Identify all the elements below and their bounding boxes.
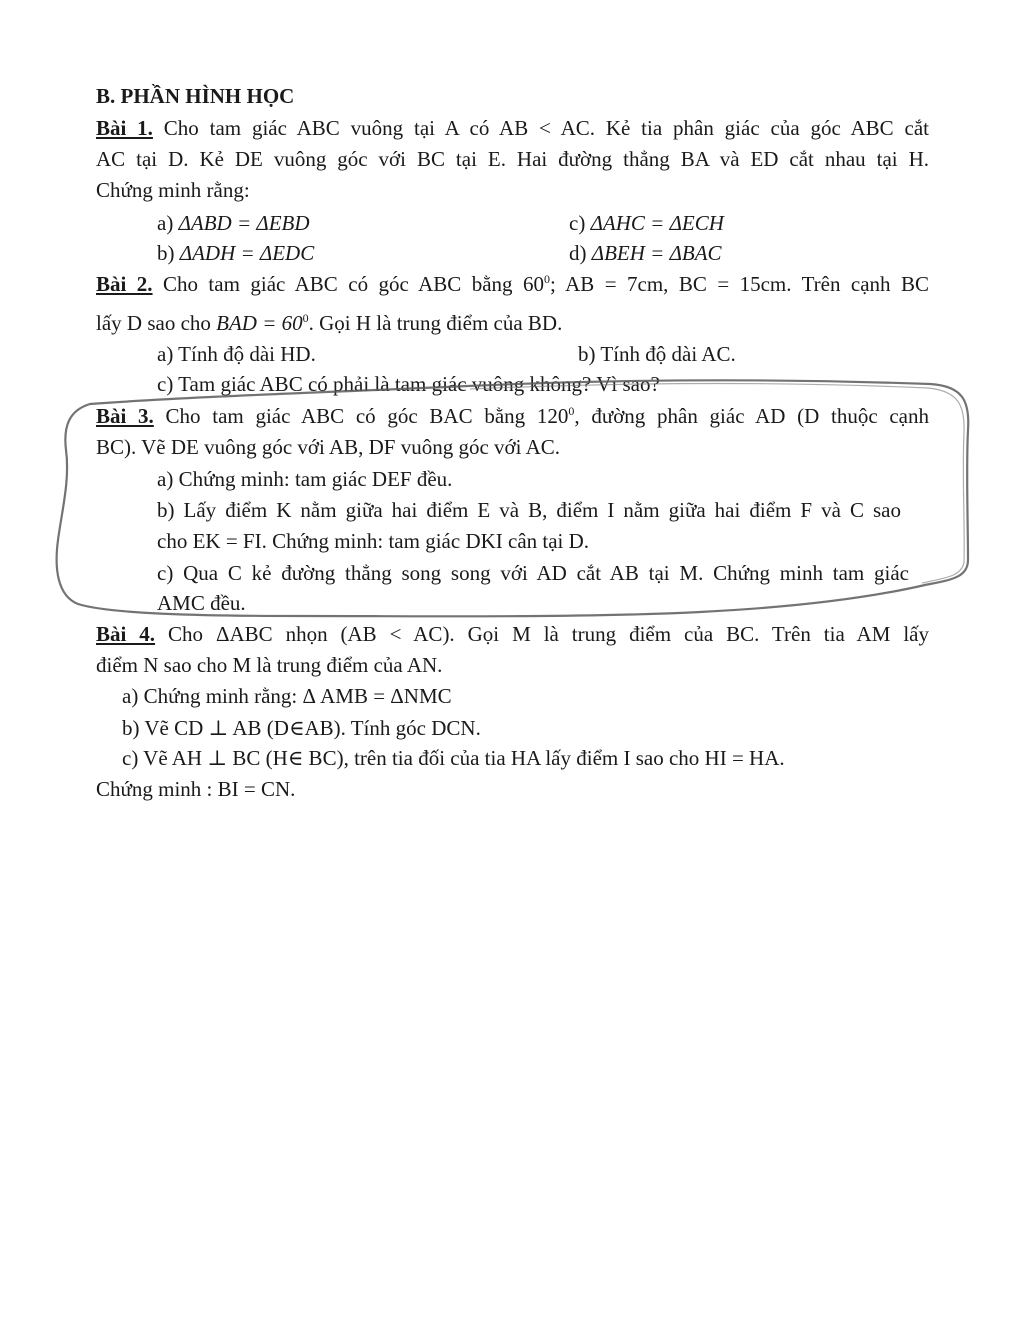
math-expression: ΔAHC = ΔECH <box>590 211 724 235</box>
math-expression: ΔBEH = ΔBAC <box>591 241 722 265</box>
exercise-1-part-c: c) ΔAHC = ΔECH <box>569 211 724 235</box>
exercise-1-label: Bài 1. <box>96 116 153 140</box>
exercise-4-line-2: điểm N sao cho M là trung điểm của AN. <box>96 653 443 677</box>
exercise-3-part-b-line-2: cho EK = FI. Chứng minh: tam giác DKI cân tại D. <box>157 529 590 553</box>
exercise-3-part-a: a) Chứng minh: tam giác DEF đều. <box>157 467 453 491</box>
exercise-2-part-a: a) Tính độ dài HD. <box>157 342 316 366</box>
exercise-1-part-d: d) ΔBEH = ΔBAC <box>569 241 722 265</box>
exercise-4-part-a: a) Chứng minh rằng: Δ AMB = ΔNMC <box>122 684 452 708</box>
exercise-3-line-2: BC). Vẽ DE vuông góc với AB, DF vuông góc với AC. <box>96 435 560 459</box>
exercise-3-label: Bài 3. <box>96 404 154 428</box>
exercise-4-part-b: b) Vẽ CD ⊥ AB (D∈AB). Tính góc DCN. <box>122 716 481 740</box>
exercise-2-label: Bài 2. <box>96 272 153 296</box>
exercise-3-part-b-line-1: b) Lấy điểm K nằm giữa hai điểm E và B, điểm I nằm giữa hai điểm F và C sao <box>157 498 901 522</box>
exercise-3-part-c-line-1: c) Qua C kẻ đường thẳng song song với AD cắt AB tại M. Chứng minh tam giác <box>157 561 909 585</box>
math-expression: ΔADH = ΔEDC <box>179 241 315 265</box>
exercise-2-part-b: b) Tính độ dài AC. <box>578 342 736 366</box>
exercise-4-part-c: c) Vẽ AH ⊥ BC (H∈ BC), trên tia đối của tia HA lấy điểm I sao cho HI = HA. <box>122 746 785 770</box>
exercise-4-line-1: Bài 4. Cho ΔABC nhọn (AB < AC). Gọi M là trung điểm của BC. Trên tia AM lấy <box>96 622 930 646</box>
exercise-4-label: Bài 4. <box>96 622 156 646</box>
math-expression: BAD = 60 <box>216 311 303 335</box>
exercise-1-line-3: Chứng minh rằng: <box>96 178 250 202</box>
section-title: B. PHẦN HÌNH HỌC <box>96 84 295 108</box>
math-expression: ΔABD = ΔEBD <box>178 211 310 235</box>
exercise-2-line-2: lấy D sao cho BAD = $60^0$. Gọi H là trung điểm của BD. <box>96 311 563 335</box>
exercise-1-part-b: b) ΔADH = ΔEDC <box>157 241 315 265</box>
exercise-3-part-c-line-2: AMC đều. <box>157 591 246 615</box>
exercise-2-line-1: Bài 2. Cho tam giác ABC có góc ABC bằng $60^0$; AB = 7cm, BC = 15cm. Trên cạnh BC <box>96 272 930 296</box>
exercise-1-line-2: AC tại D. Kẻ DE vuông góc với BC tại E. Hai đường thẳng BA và ED cắt nhau tại H. <box>96 147 929 171</box>
exercise-1-part-a: a) ΔABD = ΔEBD <box>157 211 310 235</box>
exercise-4-last-line: Chứng minh : BI = CN. <box>96 777 296 801</box>
exercise-1-line-1: Bài 1. Cho tam giác ABC vuông tại A có AB < AC. Kẻ tia phân giác của góc ABC cắt <box>96 116 929 140</box>
exercise-2-part-c: c) Tam giác ABC có phải là tam giác vuông không? Vì sao? <box>157 372 660 396</box>
exercise-3-line-1: Bài 3. Cho tam giác ABC có góc BAC bằng $120^0$, đường phân giác AD (D thuộc cạnh <box>96 404 930 428</box>
